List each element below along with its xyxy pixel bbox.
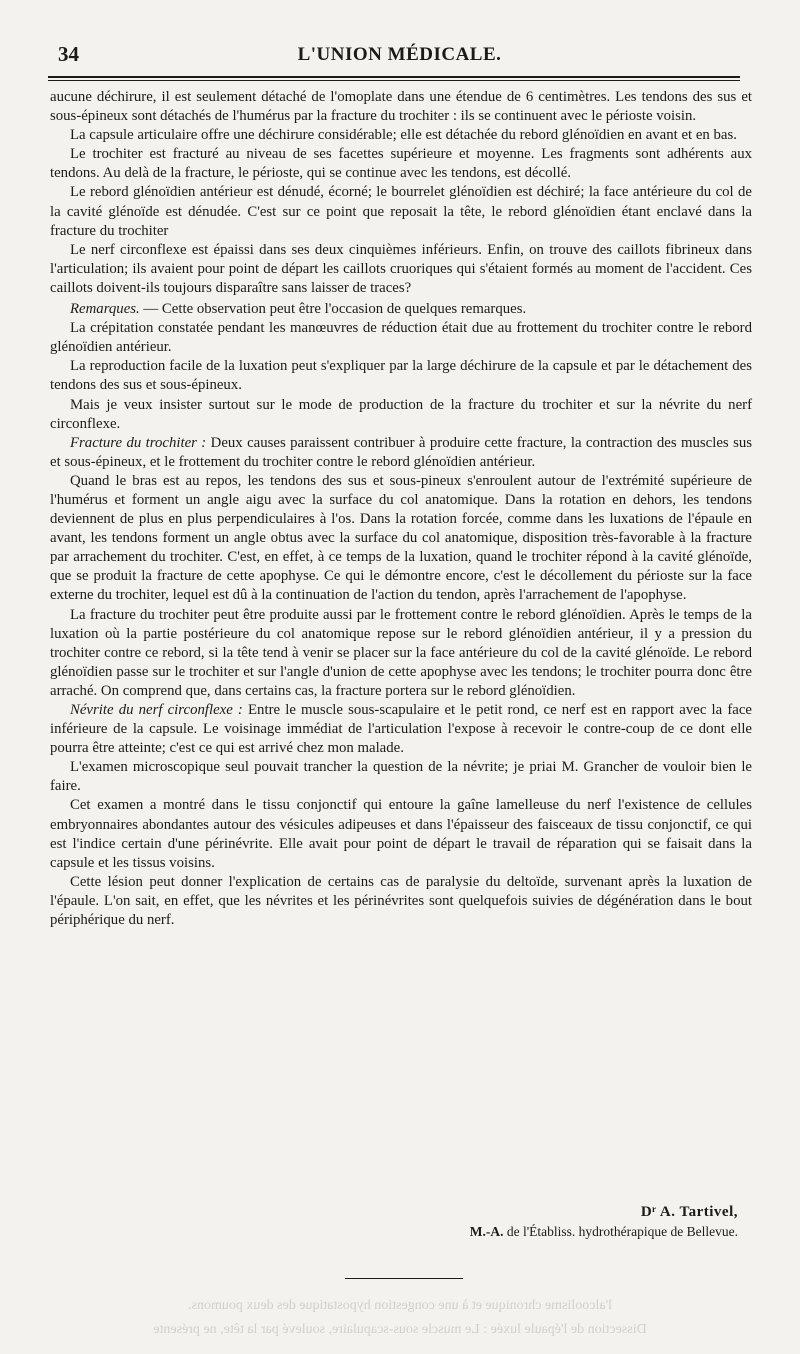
remarques-heading: Remarques. xyxy=(70,301,140,318)
paragraph: Le rebord glénoïdien antérieur est dénudé, écorné; le bourrelet glénoïdien est déchiré; la face antérieure du col de la cavité glénoïde est dénudée. C'est sur ce point que reposait la tête, le rebord glénoïdien étant enclavé dans la fracture du trochiter xyxy=(50,184,752,239)
paragraph: La crépitation constatée pendant les manœuvres de réduction était due au frottement du trochiter contre le rebord glénoïdien antérieur. xyxy=(50,320,752,356)
author-institution: de l'Établiss. hydrothérapique de Bellevue. xyxy=(503,1224,738,1239)
paragraph-remarques xyxy=(50,300,752,319)
paragraph: Mais je veux insister surtout sur le mode de production de la fracture du trochiter et sur la névrite du nerf circonflexe. xyxy=(50,396,752,432)
paragraph: Cet examen a montré dans le tissu conjonctif qui entoure la gaîne lamelleuse du nerf l'existence de cellules embryonnaires abondantes autour des vésicules adipeuses et dans l'épaisseur des faisceaux de tissu conjonctif, ce qui est l'indice certain d'une périnévrite. Elle avait pour point de départ le travail de réparation qui se faisait dans la capsule et les tissus voisins. xyxy=(50,797,752,871)
paragraph: Le nerf circonflexe est épaissi dans ses deux cinquièmes inférieurs. Enfin, on trouve des caillots fibrineux dans l'articulation; ils avaient pour point de départ les caillots cruoriques qui s'étaient formés au moment de l'accident. Ces caillots doivent-ils toujours disparaître sans laisser de traces? xyxy=(50,241,752,296)
end-rule xyxy=(345,1278,463,1279)
nevrite-heading: Névrite du nerf circonflexe : xyxy=(70,702,243,718)
paragraph-nevrite xyxy=(50,701,752,758)
article-body xyxy=(50,88,752,930)
paragraph: Quand le bras est au repos, les tendons des sus et sous-pineux s'enroulent autour de l'extrémité supérieure de l'humérus et forment un angle aigu avec la surface du col anatomique. Dans la rotation en dehors, les tendons deviennent de plus en plus perpendiculaires à l'os. Dans la rotation forcée, comme dans les luxations de l'épaule en avant, les tendons forment un angle obtus avec la surface du col anatomique, disposition très-favorable à la fracture par arrachement du trochiter. C'est, en effet, à ce temps de la luxation, quand le trochiter répond à la cavité glénoïde, que se produit la fracture de cette apophyse. Ce qui le démontre encore, c'est le décollement du périoste sur la face externe du trochiter, lequel est dû à la continuation de l'action du tendon, après l'arrachement de l'apophyse. xyxy=(50,472,752,604)
paragraph: La fracture du trochiter peut être produite aussi par le frottement contre le rebord glénoïdien. Après le temps de la luxation où la partie postérieure du col anatomique repose sur le rebord glénoïdien antérieur, il y a pression du trochiter contre ce rebord, si la tête tend à venir se placer sur la face antérieure du col de la cavité glénoïde. Le rebord glénoïdien passe sur le trochiter et sur l'angle d'union de cette apophyse avec les tendons; le trochiter pourra donc être arraché. On comprend que, dans certains cas, la fracture portera sur le rebord glénoïdien. xyxy=(50,606,752,699)
page-header xyxy=(58,42,741,72)
header-rule-thin xyxy=(48,80,740,81)
nevrite-text: Entre le muscle sous-scapulaire et le petit rond, ce nerf est en rapport avec la face inférieure de la capsule. Le voisinage immédiat de l'articulation l'expose à recevoir le contre-coup de ce dont elle pourra être atteinte; c'est ce qui est arrivé chez mon malade. xyxy=(50,702,753,757)
remarques-text: — Cette observation peut être l'occasion de quelques remarques. xyxy=(139,301,527,318)
signature-block xyxy=(470,1202,738,1242)
author-name: Dʳ A. Tartivel, xyxy=(640,1204,738,1220)
paragraph: La capsule articulaire offre une déchirure considérable; elle est détachée du rebord glénoïdien en avant et en bas. xyxy=(70,127,737,144)
fracture-heading: Fracture du trochiter : xyxy=(70,434,207,451)
author-role xyxy=(470,1222,738,1242)
header-rule xyxy=(48,76,740,78)
bleed-through-text: Dissection de l'épaule luxée : Le muscle sous-scapulaire, soulevé par la tête, ne présente xyxy=(153,1322,647,1337)
paragraph: Cette lésion peut donner l'explication de certains cas de paralysie du deltoïde, survenant après la luxation de l'épaule. L'on sait, en effet, que les névrites et les périnévrites sont quelquefois suivies de dégénération dans le bout périphérique du nerf. xyxy=(50,873,752,929)
paragraph: aucune déchirure, il est seulement détaché de l'omoplate dans une étendue de 6 centimètres. Les tendons des sus et sous-épineux sont détachés de l'humérus par la fracture du trochiter : ils se continuent avec le périoste voisin. xyxy=(50,89,752,125)
fracture-text: Deux causes paraissent contribuer à produire cette fracture, la contraction des muscles sus et sous-épineux, et le frottement du trochiter contre le rebord glénoïdien antérieur. xyxy=(50,434,753,470)
paragraph: L'examen microscopique seul pouvait trancher la question de la névrite; je priai M. Grancher de vouloir bien le faire. xyxy=(50,759,752,795)
bleed-through-text: l'alcoolisme chronique et à une congestion hypostatique des deux poumons. xyxy=(188,1298,612,1313)
paragraph-fracture xyxy=(50,434,752,472)
paragraph: Le trochiter est fracturé au niveau de ses facettes supérieure et moyenne. Les fragments sont adhérents aux tendons. Au delà de la fracture, le périoste, qui se continue avec les tendons, est décollé. xyxy=(50,146,752,182)
journal-title: L'UNION MÉDICALE. xyxy=(297,44,502,65)
page-number: 34 xyxy=(58,42,79,66)
paragraph: La reproduction facile de la luxation peut s'expliquer par la large déchirure de la capsule et par le détachement des tendons des sus et sous-épineux. xyxy=(50,358,752,394)
author-abbr: M.-A. xyxy=(469,1224,504,1239)
